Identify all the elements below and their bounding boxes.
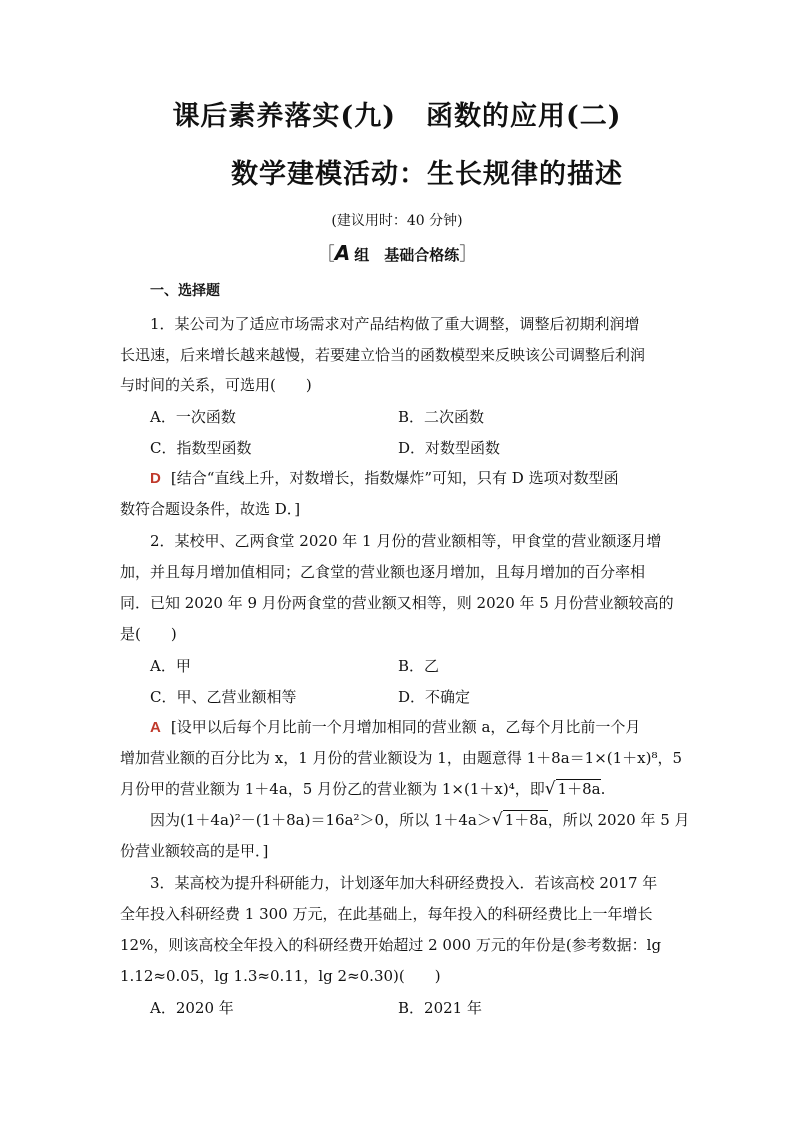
q1-line-2: 长迅速，后来增长越来越慢，若要建立恰当的函数模型来反映该公司调整后利润 <box>120 346 646 364</box>
section-heading: 一、选择题 <box>150 283 220 299</box>
sqrt-icon: √ <box>544 779 556 799</box>
q1-option-d: D．对数型函数 <box>398 439 501 457</box>
q1-option-b: B．二次函数 <box>398 408 485 426</box>
q1-option-c: C．指数型函数 <box>150 439 252 457</box>
q3-line-2: 全年投入科研经费 1 300 万元，在此基础上，每年投入的科研经费比上一年增长 <box>120 905 653 923</box>
group-letter: A <box>334 241 351 265</box>
q3-line-4: 1.12≈0.05，lg 1.3≈0.11，lg 2≈0.30)( ) <box>120 967 441 985</box>
q1-explanation-2: 数符合题设条件，故选 D．] <box>120 500 301 518</box>
page-subtitle: 数学建模活动：生长规律的描述 <box>231 159 623 190</box>
q1-explanation-1: D [结合“直线上升，对数增长，指数爆炸”可知，只有 D 选项对数型函 <box>150 469 619 487</box>
q3-option-b: B．2021 年 <box>398 999 482 1017</box>
title-right: 函数的应用(二) <box>426 101 622 132</box>
q2-explanation-3: 月份甲的营业额为 1＋4a，5 月份乙的营业额为 1×(1＋x)⁴，即√ 1＋8a. <box>120 779 606 799</box>
title-left: 课后素养落实(九) <box>172 101 396 132</box>
time-note: (建议用时：40 分钟) <box>331 213 463 229</box>
q3-line-3: 12%，则该高校全年投入的科研经费开始超过 2 000 万元的年份是(参考数据：lg <box>120 936 662 954</box>
q2-option-b: B．乙 <box>398 657 440 675</box>
q2-option-a: A．甲 <box>150 657 191 675</box>
q2-line-4: 是( ) <box>120 625 177 643</box>
bracket-right-icon: ］ <box>459 244 478 265</box>
q3-option-a: A．2020 年 <box>150 999 234 1017</box>
q2-line-1: 2．某校甲、乙两食堂 2020 年 1 月份的营业额相等，甲食堂的营业额逐月增 <box>150 532 662 550</box>
q1-line-1: 1．某公司为了适应市场需求对产品结构做了重大调整，调整后初期利润增 <box>150 315 640 333</box>
q2-option-d: D．不确定 <box>398 688 471 706</box>
q2-explanation-5: 份营业额较高的是甲．] <box>120 842 269 860</box>
q3-line-1: 3．某高校为提升科研能力，计划逐年加大科研经费投入．若该高校 2017 年 <box>150 874 658 892</box>
q1-answer: D <box>150 470 161 487</box>
q2-explanation-1: A [设甲以后每个月比前一个月增加相同的营业额 a，乙每个月比前一个月 <box>150 718 641 736</box>
q2-line-2: 加，并且每月增加值相同；乙食堂的营业额也逐月增加，且每月增加的百分率相 <box>120 563 646 581</box>
q2-answer: A <box>150 719 161 736</box>
q1-line-3: 与时间的关系，可选用( ) <box>120 376 312 394</box>
sqrt-icon: √ <box>491 810 503 830</box>
bracket-left-icon: ［ <box>316 244 335 265</box>
q2-explanation-4: 因为(1＋4a)²－(1＋8a)＝16a²＞0，所以 1＋4a＞√ 1＋8a，所以 2020 年 5 月 <box>150 810 690 830</box>
q1-option-a: A．一次函数 <box>150 408 236 426</box>
page-title <box>0 94 794 133</box>
q2-option-c: C．甲、乙营业额相等 <box>150 688 297 706</box>
q2-line-3: 同．已知 2020 年 9 月份两食堂的营业额又相等，则 2020 年 5 月份营业额较高的 <box>120 594 674 612</box>
q2-explanation-2: 增加营业额的百分比为 x，1 月份的营业额设为 1，由题意得 1＋8a＝1×(1＋x)⁸，5 <box>120 749 683 767</box>
group-label: 组 基础合格练 <box>354 246 460 264</box>
group-heading <box>0 240 794 266</box>
